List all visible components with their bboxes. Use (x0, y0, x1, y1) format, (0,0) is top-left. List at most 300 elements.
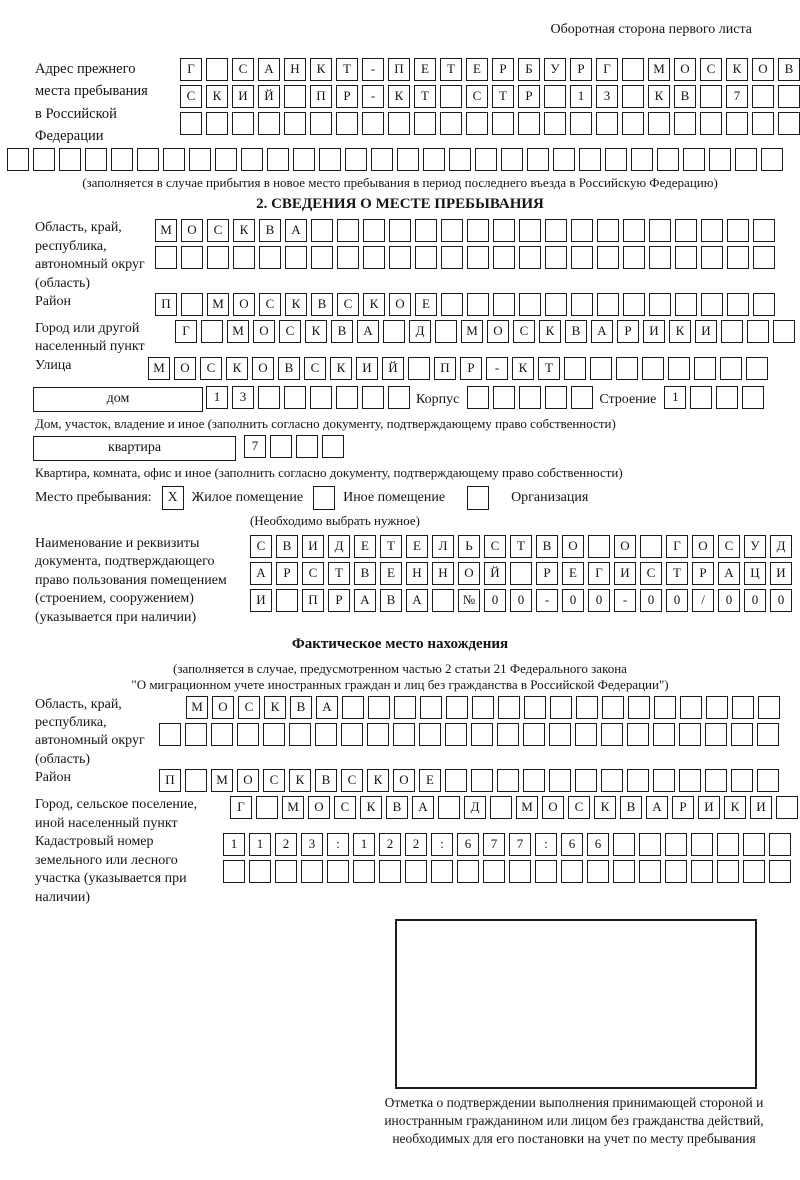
char-cell[interactable] (159, 723, 181, 746)
char-cell[interactable] (623, 293, 645, 316)
char-cell[interactable]: М (648, 58, 670, 81)
char-cell[interactable] (432, 589, 454, 612)
char-cell[interactable]: Т (440, 58, 462, 81)
char-cell[interactable] (596, 112, 618, 135)
char-cell[interactable]: С (250, 535, 272, 558)
char-cell[interactable] (778, 85, 800, 108)
char-cell[interactable] (337, 246, 359, 269)
char-cell[interactable] (535, 860, 557, 883)
char-cell[interactable] (575, 723, 597, 746)
char-cell[interactable]: 1 (353, 833, 375, 856)
char-cell[interactable] (408, 357, 430, 380)
char-cell[interactable]: К (648, 85, 670, 108)
char-cell[interactable]: Д (770, 535, 792, 558)
char-cell[interactable]: П (159, 769, 181, 792)
char-cell[interactable]: М (282, 796, 304, 819)
stay-type-checkbox-organization[interactable] (467, 486, 489, 510)
char-cell[interactable] (716, 386, 738, 409)
char-cell[interactable]: О (389, 293, 411, 316)
char-cell[interactable] (185, 723, 207, 746)
char-cell[interactable]: К (724, 796, 746, 819)
char-cell[interactable] (732, 696, 754, 719)
char-cell[interactable]: Г (180, 58, 202, 81)
char-cell[interactable]: С (263, 769, 285, 792)
char-cell[interactable] (597, 219, 619, 242)
char-cell[interactable]: Т (414, 85, 436, 108)
char-cell[interactable]: И (250, 589, 272, 612)
char-cell[interactable] (668, 357, 690, 380)
char-cell[interactable] (571, 246, 593, 269)
char-cell[interactable]: Е (419, 769, 441, 792)
char-cell[interactable]: Е (466, 58, 488, 81)
char-cell[interactable]: К (289, 769, 311, 792)
char-cell[interactable] (576, 696, 598, 719)
char-cell[interactable]: 0 (510, 589, 532, 612)
char-cell[interactable] (675, 219, 697, 242)
char-cell[interactable]: Р (672, 796, 694, 819)
char-cell[interactable] (206, 58, 228, 81)
char-cell[interactable]: Ь (458, 535, 480, 558)
char-cell[interactable] (694, 357, 716, 380)
char-cell[interactable]: В (315, 769, 337, 792)
char-cell[interactable] (498, 696, 520, 719)
char-cell[interactable] (613, 833, 635, 856)
char-cell[interactable]: У (544, 58, 566, 81)
char-cell[interactable]: О (253, 320, 275, 343)
char-cell[interactable] (310, 112, 332, 135)
char-cell[interactable]: А (285, 219, 307, 242)
char-cell[interactable]: О (674, 58, 696, 81)
char-cell[interactable]: К (363, 293, 385, 316)
char-cell[interactable] (746, 357, 768, 380)
char-cell[interactable]: В (674, 85, 696, 108)
char-cell[interactable] (628, 696, 650, 719)
char-cell[interactable] (471, 769, 493, 792)
char-cell[interactable] (550, 696, 572, 719)
char-cell[interactable]: А (412, 796, 434, 819)
char-cell[interactable]: В (620, 796, 642, 819)
char-cell[interactable]: С (700, 58, 722, 81)
char-cell[interactable] (388, 112, 410, 135)
char-cell[interactable]: В (259, 219, 281, 242)
char-cell[interactable]: С (259, 293, 281, 316)
char-cell[interactable]: И (356, 357, 378, 380)
char-cell[interactable]: К (310, 58, 332, 81)
char-cell[interactable]: - (362, 58, 384, 81)
char-cell[interactable] (757, 723, 779, 746)
char-cell[interactable] (311, 219, 333, 242)
char-cell[interactable] (727, 293, 749, 316)
char-cell[interactable]: Г (596, 58, 618, 81)
char-cell[interactable] (649, 246, 671, 269)
char-cell[interactable]: Д (464, 796, 486, 819)
char-cell[interactable] (545, 246, 567, 269)
char-cell[interactable] (519, 293, 541, 316)
char-cell[interactable]: П (155, 293, 177, 316)
char-cell[interactable] (761, 148, 783, 171)
char-cell[interactable]: К (594, 796, 616, 819)
char-cell[interactable]: Т (538, 357, 560, 380)
char-cell[interactable] (679, 769, 701, 792)
char-cell[interactable]: Г (666, 535, 688, 558)
char-cell[interactable]: К (264, 696, 286, 719)
char-cell[interactable] (545, 219, 567, 242)
char-cell[interactable]: К (226, 357, 248, 380)
char-cell[interactable]: О (233, 293, 255, 316)
char-cell[interactable] (449, 148, 471, 171)
char-cell[interactable]: Т (666, 562, 688, 585)
char-cell[interactable] (319, 148, 341, 171)
char-cell[interactable] (285, 246, 307, 269)
char-cell[interactable] (752, 85, 774, 108)
char-cell[interactable]: Е (562, 562, 584, 585)
char-cell[interactable]: Е (354, 535, 376, 558)
char-cell[interactable] (639, 860, 661, 883)
char-cell[interactable] (742, 386, 764, 409)
char-cell[interactable] (743, 860, 765, 883)
char-cell[interactable] (497, 769, 519, 792)
char-cell[interactable]: И (643, 320, 665, 343)
char-cell[interactable] (201, 320, 223, 343)
char-cell[interactable] (648, 112, 670, 135)
stay-type-checkbox-residential[interactable]: X (162, 486, 184, 510)
char-cell[interactable] (622, 85, 644, 108)
char-cell[interactable]: К (726, 58, 748, 81)
char-cell[interactable]: М (516, 796, 538, 819)
char-cell[interactable]: Д (409, 320, 431, 343)
char-cell[interactable] (623, 219, 645, 242)
char-cell[interactable]: К (360, 796, 382, 819)
char-cell[interactable] (680, 696, 702, 719)
char-cell[interactable]: О (308, 796, 330, 819)
char-cell[interactable]: Р (570, 58, 592, 81)
char-cell[interactable] (59, 148, 81, 171)
char-cell[interactable] (441, 293, 463, 316)
char-cell[interactable]: И (695, 320, 717, 343)
char-cell[interactable]: 0 (484, 589, 506, 612)
char-cell[interactable] (690, 386, 712, 409)
char-cell[interactable]: 0 (770, 589, 792, 612)
char-cell[interactable]: 2 (379, 833, 401, 856)
char-cell[interactable]: С (302, 562, 324, 585)
char-cell[interactable] (493, 293, 515, 316)
char-cell[interactable] (327, 860, 349, 883)
char-cell[interactable]: - (362, 85, 384, 108)
char-cell[interactable] (709, 148, 731, 171)
char-cell[interactable] (405, 860, 427, 883)
char-cell[interactable]: О (542, 796, 564, 819)
char-cell[interactable] (466, 112, 488, 135)
char-cell[interactable]: Н (284, 58, 306, 81)
char-cell[interactable]: Р (492, 58, 514, 81)
char-cell[interactable] (423, 148, 445, 171)
char-cell[interactable] (438, 796, 460, 819)
char-cell[interactable]: М (155, 219, 177, 242)
char-cell[interactable]: Й (382, 357, 404, 380)
char-cell[interactable]: М (186, 696, 208, 719)
char-cell[interactable] (731, 723, 753, 746)
char-cell[interactable] (341, 723, 363, 746)
char-cell[interactable]: С (640, 562, 662, 585)
char-cell[interactable]: Г (588, 562, 610, 585)
char-cell[interactable] (237, 723, 259, 746)
char-cell[interactable] (523, 769, 545, 792)
char-cell[interactable]: М (211, 769, 233, 792)
char-cell[interactable] (388, 386, 410, 409)
char-cell[interactable] (445, 723, 467, 746)
char-cell[interactable] (467, 293, 489, 316)
char-cell[interactable] (545, 293, 567, 316)
char-cell[interactable] (397, 148, 419, 171)
char-cell[interactable]: В (565, 320, 587, 343)
char-cell[interactable] (284, 112, 306, 135)
char-cell[interactable]: Р (617, 320, 639, 343)
char-cell[interactable] (353, 860, 375, 883)
char-cell[interactable]: Р (536, 562, 558, 585)
char-cell[interactable]: Д (328, 535, 350, 558)
char-cell[interactable]: В (380, 589, 402, 612)
char-cell[interactable]: 0 (666, 589, 688, 612)
char-cell[interactable]: Е (380, 562, 402, 585)
char-cell[interactable]: В (311, 293, 333, 316)
char-cell[interactable]: 3 (596, 85, 618, 108)
char-cell[interactable]: № (458, 589, 480, 612)
char-cell[interactable] (345, 148, 367, 171)
char-cell[interactable] (289, 723, 311, 746)
char-cell[interactable]: И (750, 796, 772, 819)
char-cell[interactable]: В (354, 562, 376, 585)
char-cell[interactable]: : (327, 833, 349, 856)
char-cell[interactable] (501, 148, 523, 171)
char-cell[interactable] (111, 148, 133, 171)
char-cell[interactable]: А (357, 320, 379, 343)
char-cell[interactable]: К (539, 320, 561, 343)
char-cell[interactable]: 7 (244, 435, 266, 458)
char-cell[interactable] (394, 696, 416, 719)
char-cell[interactable] (337, 219, 359, 242)
char-cell[interactable] (383, 320, 405, 343)
char-cell[interactable] (769, 860, 791, 883)
char-cell[interactable] (587, 860, 609, 883)
char-cell[interactable]: Й (258, 85, 280, 108)
char-cell[interactable] (223, 860, 245, 883)
char-cell[interactable] (189, 148, 211, 171)
char-cell[interactable] (368, 696, 390, 719)
char-cell[interactable]: 0 (744, 589, 766, 612)
char-cell[interactable]: Т (328, 562, 350, 585)
char-cell[interactable]: С (718, 535, 740, 558)
char-cell[interactable] (185, 769, 207, 792)
char-cell[interactable] (622, 58, 644, 81)
char-cell[interactable]: Р (460, 357, 482, 380)
char-cell[interactable]: М (227, 320, 249, 343)
char-cell[interactable]: В (278, 357, 300, 380)
char-cell[interactable] (420, 696, 442, 719)
char-cell[interactable] (649, 219, 671, 242)
char-cell[interactable]: А (718, 562, 740, 585)
char-cell[interactable] (747, 320, 769, 343)
char-cell[interactable] (446, 696, 468, 719)
char-cell[interactable] (493, 386, 515, 409)
char-cell[interactable]: - (486, 357, 508, 380)
char-cell[interactable] (627, 769, 649, 792)
char-cell[interactable]: С (341, 769, 363, 792)
char-cell[interactable] (258, 112, 280, 135)
char-cell[interactable] (155, 246, 177, 269)
char-cell[interactable]: О (252, 357, 274, 380)
char-cell[interactable] (679, 723, 701, 746)
char-cell[interactable]: 2 (275, 833, 297, 856)
char-cell[interactable] (571, 386, 593, 409)
char-cell[interactable] (691, 833, 713, 856)
char-cell[interactable]: А (354, 589, 376, 612)
char-cell[interactable]: Ц (744, 562, 766, 585)
char-cell[interactable]: - (536, 589, 558, 612)
char-cell[interactable]: П (310, 85, 332, 108)
char-cell[interactable] (720, 357, 742, 380)
char-cell[interactable] (362, 386, 384, 409)
char-cell[interactable]: А (316, 696, 338, 719)
char-cell[interactable]: О (174, 357, 196, 380)
char-cell[interactable] (674, 112, 696, 135)
char-cell[interactable]: И (698, 796, 720, 819)
char-cell[interactable]: 2 (405, 833, 427, 856)
char-cell[interactable] (85, 148, 107, 171)
char-cell[interactable] (497, 723, 519, 746)
char-cell[interactable]: О (458, 562, 480, 585)
char-cell[interactable] (7, 148, 29, 171)
char-cell[interactable]: : (535, 833, 557, 856)
char-cell[interactable]: А (591, 320, 613, 343)
char-cell[interactable] (475, 148, 497, 171)
char-cell[interactable] (705, 769, 727, 792)
char-cell[interactable] (259, 246, 281, 269)
char-cell[interactable] (653, 769, 675, 792)
char-cell[interactable] (509, 860, 531, 883)
char-cell[interactable] (336, 112, 358, 135)
char-cell[interactable]: С (568, 796, 590, 819)
char-cell[interactable]: А (406, 589, 428, 612)
char-cell[interactable] (206, 112, 228, 135)
char-cell[interactable] (342, 696, 364, 719)
char-cell[interactable]: О (692, 535, 714, 558)
char-cell[interactable]: Р (276, 562, 298, 585)
char-cell[interactable]: 0 (640, 589, 662, 612)
char-cell[interactable] (691, 860, 713, 883)
char-cell[interactable] (519, 246, 541, 269)
char-cell[interactable] (653, 723, 675, 746)
char-cell[interactable]: В (536, 535, 558, 558)
char-cell[interactable]: 7 (726, 85, 748, 108)
char-cell[interactable]: 1 (249, 833, 271, 856)
char-cell[interactable] (758, 696, 780, 719)
char-cell[interactable]: К (330, 357, 352, 380)
char-cell[interactable] (753, 219, 775, 242)
char-cell[interactable]: У (744, 535, 766, 558)
char-cell[interactable] (588, 535, 610, 558)
char-cell[interactable] (727, 219, 749, 242)
char-cell[interactable]: И (232, 85, 254, 108)
char-cell[interactable] (163, 148, 185, 171)
char-cell[interactable] (457, 860, 479, 883)
char-cell[interactable]: Р (328, 589, 350, 612)
char-cell[interactable] (778, 112, 800, 135)
char-cell[interactable] (640, 535, 662, 558)
char-cell[interactable] (776, 796, 798, 819)
char-cell[interactable] (258, 386, 280, 409)
char-cell[interactable] (211, 723, 233, 746)
char-cell[interactable] (683, 148, 705, 171)
char-cell[interactable] (727, 246, 749, 269)
char-cell[interactable] (654, 696, 676, 719)
char-cell[interactable]: Г (175, 320, 197, 343)
char-cell[interactable]: Н (432, 562, 454, 585)
char-cell[interactable]: П (434, 357, 456, 380)
char-cell[interactable] (597, 246, 619, 269)
char-cell[interactable] (471, 723, 493, 746)
char-cell[interactable] (492, 112, 514, 135)
char-cell[interactable]: Г (230, 796, 252, 819)
char-cell[interactable]: О (393, 769, 415, 792)
char-cell[interactable]: К (388, 85, 410, 108)
char-cell[interactable] (276, 589, 298, 612)
char-cell[interactable] (389, 246, 411, 269)
char-cell[interactable]: 6 (561, 833, 583, 856)
char-cell[interactable] (363, 219, 385, 242)
char-cell[interactable]: П (388, 58, 410, 81)
char-cell[interactable]: 6 (457, 833, 479, 856)
char-cell[interactable] (701, 246, 723, 269)
char-cell[interactable] (649, 293, 671, 316)
char-cell[interactable] (249, 860, 271, 883)
char-cell[interactable] (631, 148, 653, 171)
char-cell[interactable] (493, 246, 515, 269)
char-cell[interactable] (435, 320, 457, 343)
char-cell[interactable] (241, 148, 263, 171)
char-cell[interactable]: Н (406, 562, 428, 585)
char-cell[interactable] (675, 293, 697, 316)
char-cell[interactable] (701, 219, 723, 242)
char-cell[interactable] (296, 435, 318, 458)
char-cell[interactable] (735, 148, 757, 171)
char-cell[interactable]: В (331, 320, 353, 343)
char-cell[interactable]: И (302, 535, 324, 558)
char-cell[interactable]: С (279, 320, 301, 343)
char-cell[interactable]: Р (336, 85, 358, 108)
char-cell[interactable] (721, 320, 743, 343)
char-cell[interactable]: О (614, 535, 636, 558)
char-cell[interactable] (445, 769, 467, 792)
char-cell[interactable]: С (232, 58, 254, 81)
char-cell[interactable] (613, 860, 635, 883)
char-cell[interactable]: В (276, 535, 298, 558)
char-cell[interactable]: Р (692, 562, 714, 585)
char-cell[interactable]: 1 (223, 833, 245, 856)
char-cell[interactable]: О (752, 58, 774, 81)
char-cell[interactable] (270, 435, 292, 458)
char-cell[interactable]: С (466, 85, 488, 108)
char-cell[interactable] (701, 293, 723, 316)
char-cell[interactable]: К (305, 320, 327, 343)
char-cell[interactable]: М (148, 357, 170, 380)
char-cell[interactable] (393, 723, 415, 746)
char-cell[interactable]: О (237, 769, 259, 792)
char-cell[interactable]: К (233, 219, 255, 242)
char-cell[interactable] (700, 85, 722, 108)
char-cell[interactable] (717, 860, 739, 883)
char-cell[interactable] (419, 723, 441, 746)
char-cell[interactable] (440, 85, 462, 108)
